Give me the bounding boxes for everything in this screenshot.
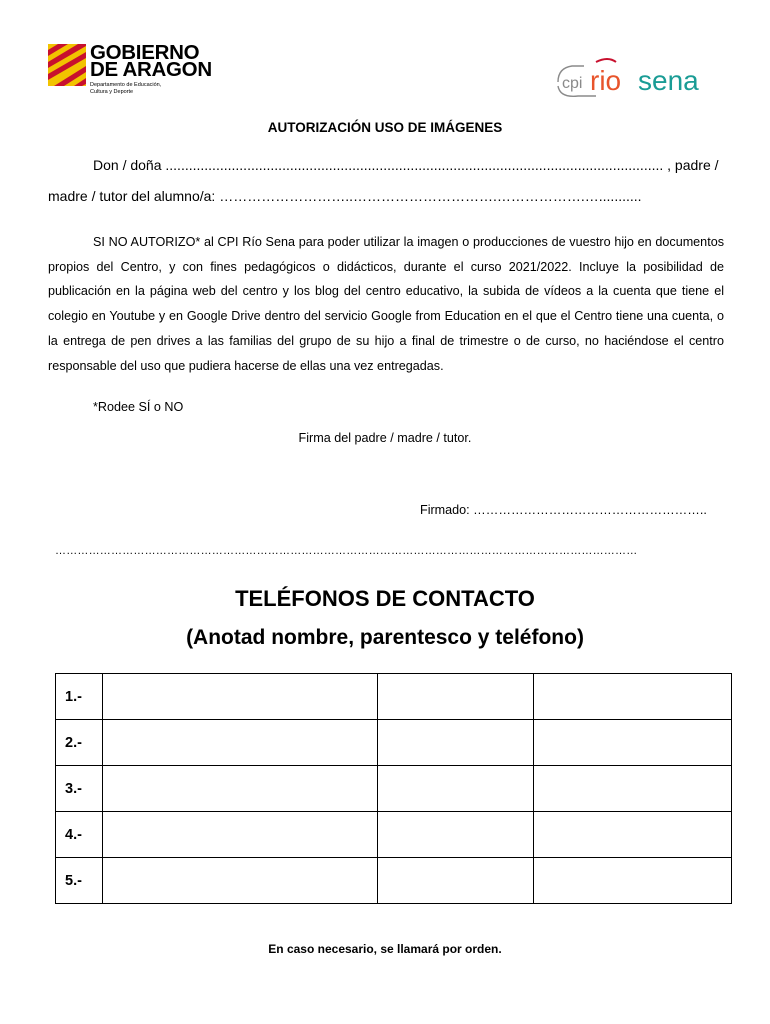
row-number: 4.- <box>56 812 103 858</box>
table-row <box>56 812 732 858</box>
cpi-logo-graphic <box>556 56 724 102</box>
contact-name-cell[interactable] <box>103 674 378 720</box>
aragon-flag-icon <box>48 44 86 86</box>
cpi-name-sena: sena <box>638 65 699 96</box>
table-row <box>56 720 732 766</box>
contact-name-cell[interactable] <box>103 812 378 858</box>
row-number: 5.- <box>56 858 103 904</box>
cpi-name-rio: rio <box>590 65 622 96</box>
authorization-paragraph <box>48 230 724 378</box>
parent-name-line: Don / doña ................................................................................................................................ , padre / <box>93 157 719 173</box>
contacts-subheading: (Anotad nombre, parentesco y teléfono) <box>186 626 584 649</box>
contacts-table <box>55 673 732 904</box>
student-name-line: madre / tutor del alumno/a: ………………………..………………………….……………….…........... <box>48 188 642 204</box>
cut-line: ………………………………………………………………………………………………………………………………………… <box>55 545 638 557</box>
signed-line: Firmado: ……………………………………………….. <box>420 503 707 517</box>
cpi-rio-sena-logo <box>556 56 724 102</box>
row-number: 2.- <box>56 720 103 766</box>
contact-relation-cell[interactable] <box>378 674 534 720</box>
dept-line1: Departamento de Educación, <box>90 82 162 88</box>
gobierno-logo-text <box>90 41 212 81</box>
gobierno-line1: GOBIERNO <box>90 41 200 64</box>
gobierno-line2: DE ARAGON <box>90 58 212 81</box>
contact-phone-cell[interactable] <box>534 720 732 766</box>
call-order-note: En caso necesario, se llamará por orden. <box>268 942 502 956</box>
contact-name-cell[interactable] <box>103 766 378 812</box>
contact-relation-cell[interactable] <box>378 720 534 766</box>
table-row <box>56 858 732 904</box>
contacts-heading: TELÉFONOS DE CONTACTO <box>235 586 535 611</box>
dept-line2: Cultura y Deporte <box>90 88 134 95</box>
contact-relation-cell[interactable] <box>378 766 534 812</box>
signature-caption: Firma del padre / madre / tutor. <box>298 431 472 445</box>
contact-phone-cell[interactable] <box>534 812 732 858</box>
contact-phone-cell[interactable] <box>534 858 732 904</box>
row-number: 1.- <box>56 674 103 720</box>
authorization-text: SI NO AUTORIZO* al CPI Río Sena para poder utilizar la imagen o producciones de vuestro hijo en documentos propios del Centro, y con fines pedagógicos o didácticos, durante el curso 2021/2022. Incluye la posibilidad de publicación en la página web del centro y los blog del centro educativo, la subida de vídeos a la cuenta que tiene el colegio en Youtube y en Google Drive dentro del servicio Google from Education en el que el Centro tiene una cuenta, o la entrega de pen drives a las familias del grupo de su hijo a final de trimestre o de curso, no haciéndose el centro responsable del uso que pudiera hacerse de ellas una vez entregadas. <box>48 235 724 373</box>
contact-name-cell[interactable] <box>103 720 378 766</box>
circle-note: *Rodee SÍ o NO <box>93 400 184 414</box>
contact-phone-cell[interactable] <box>534 766 732 812</box>
table-row <box>56 766 732 812</box>
cpi-prefix: cpi <box>562 75 583 92</box>
gobierno-aragon-logo <box>48 41 218 110</box>
gobierno-department <box>90 82 161 95</box>
contact-relation-cell[interactable] <box>378 858 534 904</box>
contact-name-cell[interactable] <box>103 858 378 904</box>
table-row <box>56 674 732 720</box>
contact-phone-cell[interactable] <box>534 674 732 720</box>
contact-relation-cell[interactable] <box>378 812 534 858</box>
document-title: AUTORIZACIÓN USO DE IMÁGENES <box>267 120 503 135</box>
row-number: 3.- <box>56 766 103 812</box>
